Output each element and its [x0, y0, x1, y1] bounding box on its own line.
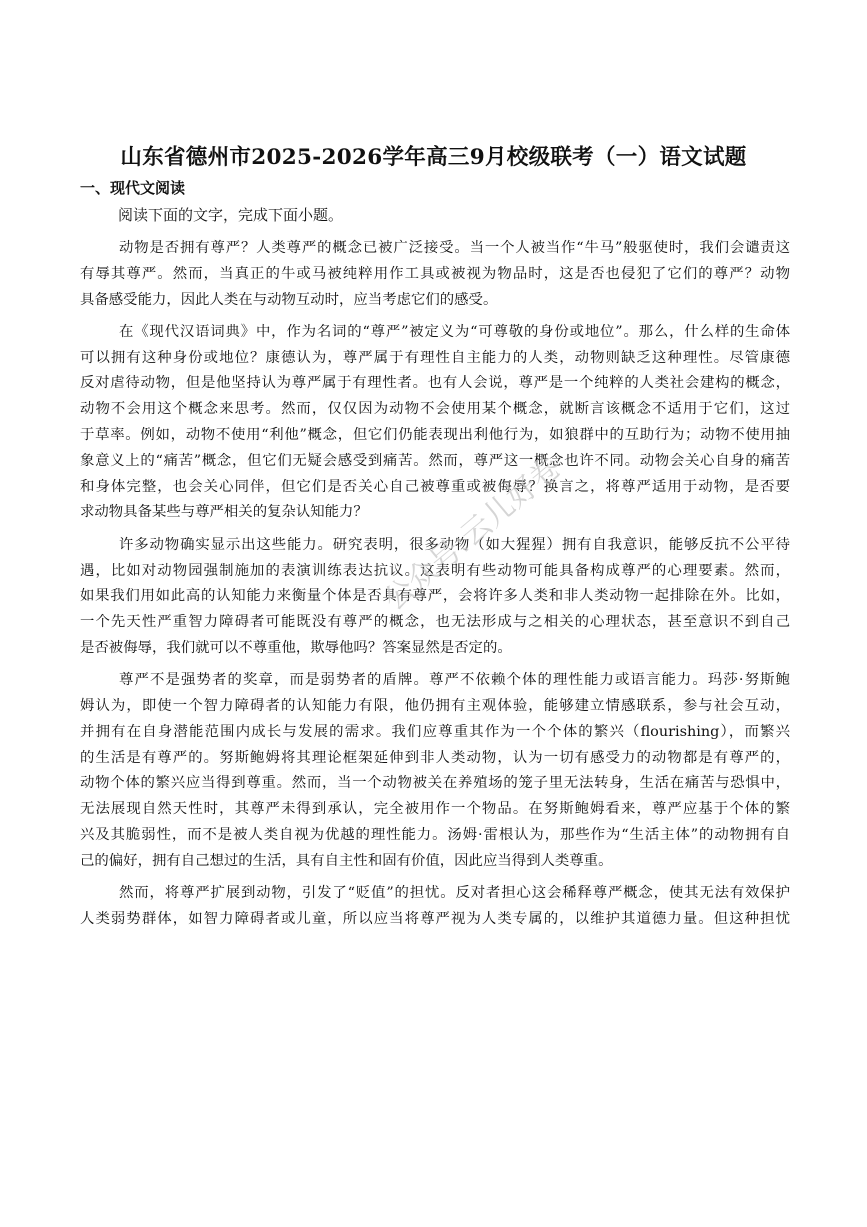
paragraph [80, 881, 790, 933]
page-title: 山东省德州市2025-2026学年高三9月校级联考（一）语文试题 [120, 145, 747, 170]
paragraph-line: 反对虐待动物，但是他坚持认为尊严属于有理性者。也有人会说，尊严是一个纯粹的人类社会建构的概念， [80, 375, 790, 392]
section-heading: 一、现代文阅读 [80, 179, 186, 197]
paragraph-line: 一个先天性严重智力障碍者可能既没有尊严的概念，也无法形成与之相关的心理状态，甚至意识不到自己 [80, 614, 790, 631]
reading-instruction: 阅读下面的文字，完成下面小题。 [118, 206, 344, 224]
paragraph-line: 于草率。例如，动物不使用“利他”概念，但它们仍能表现出利他行为，如狼群中的互助行为；动物不使用抽 [80, 427, 790, 444]
paragraph-line: 求动物具备某些与尊严相关的复杂认知能力？ [80, 504, 368, 521]
paragraph-line: 有辱其尊严。然而，当真正的牛或马被纯粹用作工具或被视为物品时，这是否也侵犯了它们的尊严？动物 [80, 265, 790, 282]
paragraph-line: 并拥有在自身潜能范围内成长与发展的需求。我们应尊重其作为一个个体的繁兴（flourishing），而繁兴 [80, 723, 790, 740]
watermark: 公众号:云儿好卷 [377, 449, 569, 618]
paragraph-line: 和身体完整，也会关心同伴，但它们是否关心自己被尊重或被侮辱？换言之，将尊严适用于动物，是否要 [80, 478, 790, 495]
paragraph [80, 533, 790, 662]
paragraph [80, 668, 790, 874]
paragraph-line: 在《现代汉语词典》中，作为名词的“尊严”被定义为“可尊敬的身份或地位”。那么，什么样的生命体 [119, 323, 790, 340]
paragraph-line: 具备感受能力，因此人类在与动物互动时，应当考虑它们的感受。 [80, 291, 498, 308]
paragraph-line: 是否被侮辱，我们就可以不尊重他，欺辱他吗？答案显然是否定的。 [80, 639, 512, 656]
paragraph-line: 动物不会用这个概念来思考。然而，仅仅因为动物不会使用某个概念，就断言该概念不适用于它们，这过 [80, 401, 790, 418]
paragraph-line: 如果我们用如此高的认知能力来衡量个体是否具有尊严，会将许多人类和非人类动物一起排除在外。比如， [80, 588, 790, 605]
paragraph-line: 然而，将尊严扩展到动物，引发了“贬值”的担忧。反对者担心这会稀释尊严概念，使其无法有效保护 [119, 885, 790, 902]
paragraph-line: 的生活是有尊严的。努斯鲍姆将其理论框架延伸到非人类动物，认为一切有感受力的动物都是有尊严的， [80, 749, 790, 766]
paragraph-line: 人类弱势群体，如智力障碍者或儿童，所以应当将尊严视为人类专属的，以维护其道德力量。但这种担忧 [80, 910, 790, 927]
paragraph-line: 可以拥有这种身份或地位？康德认为，尊严属于有理性自主能力的人类，动物则缺乏这种理性。尽管康德 [80, 349, 790, 366]
paragraph-line: 无法展现自然天性时，其尊严未得到承认，完全被用作一个物品。在努斯鲍姆看来，尊严应基于个体的繁 [80, 801, 790, 818]
paragraph [80, 320, 790, 526]
paragraph-line: 遇，比如对动物园强制施加的表演训练表达抗议。这表明有些动物可能具备构成尊严的心理要素。然而， [80, 562, 790, 579]
paragraph-line: 象意义上的“痛苦”概念，但它们无疑会感受到痛苦。然而，尊严这一概念也许不同。动物会关心自身的痛苦 [80, 452, 790, 469]
paragraph-line: 动物个体的繁兴应当得到尊重。然而，当一个动物被关在养殖场的笼子里无法转身，生活在痛苦与恐惧中， [80, 775, 790, 792]
paragraph [80, 236, 790, 313]
paragraph-line: 尊严不是强势者的奖章，而是弱势者的盾牌。尊严不依赖个体的理性能力或语言能力。玛莎·努斯鲍 [119, 672, 790, 689]
paragraph-line: 许多动物确实显示出这些能力。研究表明，很多动物（如大猩猩）拥有自我意识，能够反抗不公平待 [119, 536, 790, 553]
passage-body [80, 236, 790, 939]
paragraph-line: 兴及其脆弱性，而不是被人类自视为优越的理性能力。汤姆·雷根认为，那些作为“生活主体”的动物拥有自 [80, 827, 790, 844]
paragraph-line: 己的偏好，拥有自己想过的生活，具有自主性和固有价值，因此应当得到人类尊重。 [80, 852, 613, 869]
paragraph-line: 姆认为，即使一个智力障碍者的认知能力有限，他仍拥有主观体验，能够建立情感联系，参与社会互动， [80, 698, 790, 715]
paragraph-line: 动物是否拥有尊严？人类尊严的概念已被广泛接受。当一个人被当作“牛马”般驱使时，我们会谴责这 [119, 240, 790, 256]
